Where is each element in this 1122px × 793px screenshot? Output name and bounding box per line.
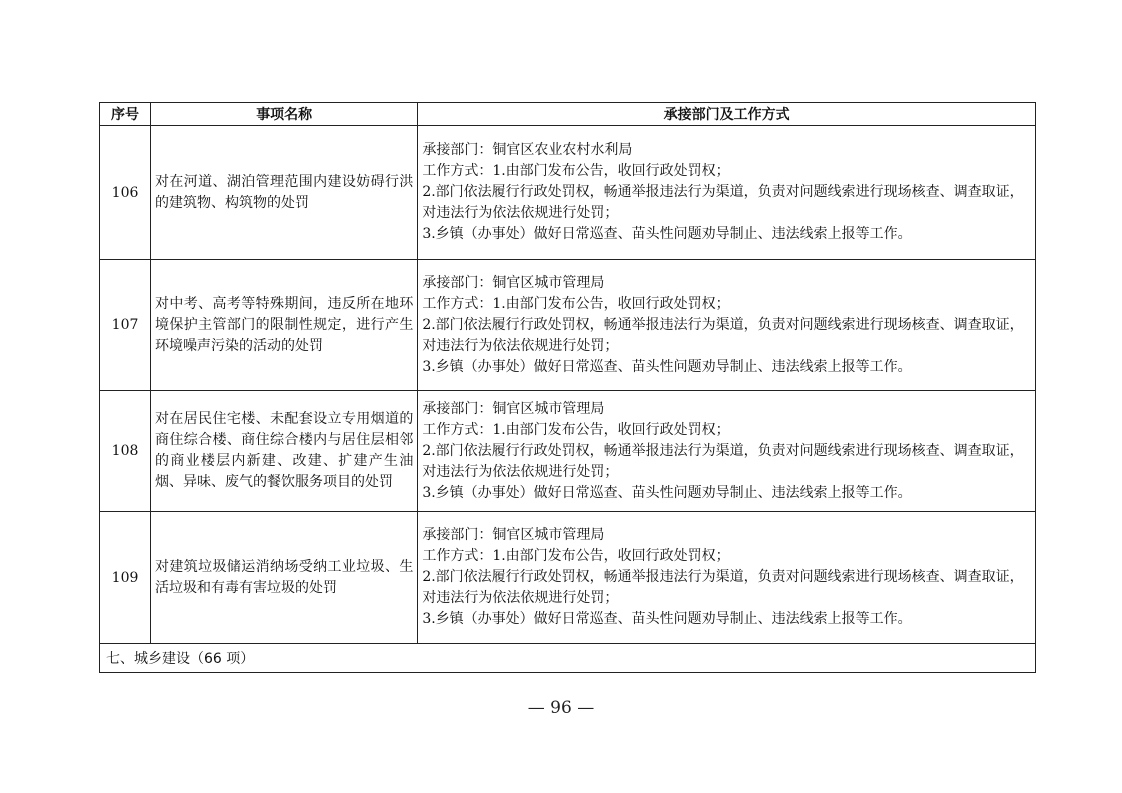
method-line: 3.乡镇（办事处）做好日常巡查、苗头性问题劝导制止、违法线索上报等工作。 — [422, 484, 912, 501]
row-item-name: 对在河道、湖泊管理范围内建设妨碍行洪的建筑物、构筑物的处罚 — [151, 126, 418, 260]
department-line: 承接部门：铜官区城市管理局 — [422, 400, 605, 417]
items-table — [99, 102, 1036, 673]
method-line: 2.部门依法履行行政处罚权，畅通举报违法行为渠道，负责对问题线索进行现场核查、调查取证，对违法行为依法依规进行处罚； — [422, 442, 1024, 480]
row-serial-number: 108 — [100, 391, 151, 512]
method-line: 2.部门依法履行行政处罚权，畅通举报违法行为渠道，负责对问题线索进行现场核查、调查取证，对违法行为依法依规进行处罚； — [422, 316, 1024, 354]
table-row — [100, 391, 1036, 512]
method-line: 工作方式：1.由部门发布公告，收回行政处罚权； — [422, 295, 730, 312]
header-department-method: 承接部门及工作方式 — [418, 103, 1036, 126]
table-header-row — [100, 103, 1036, 126]
row-department-method — [418, 512, 1036, 644]
header-serial-number: 序号 — [100, 103, 151, 126]
method-line: 3.乡镇（办事处）做好日常巡查、苗头性问题劝导制止、违法线索上报等工作。 — [422, 611, 912, 627]
department-line: 承接部门：铜官区城市管理局 — [422, 274, 605, 291]
section-footer-row — [100, 644, 1036, 673]
row-department-method — [418, 391, 1036, 512]
row-department-method — [418, 126, 1036, 260]
row-item-name: 对建筑垃圾储运消纳场受纳工业垃圾、生活垃圾和有毒有害垃圾的处罚 — [151, 512, 418, 644]
method-line: 工作方式：1.由部门发布公告，收回行政处罚权； — [422, 548, 730, 564]
department-line: 承接部门：铜官区城市管理局 — [422, 527, 605, 543]
method-line: 3.乡镇（办事处）做好日常巡查、苗头性问题劝导制止、违法线索上报等工作。 — [422, 226, 912, 242]
table-row — [100, 126, 1036, 260]
section-heading: 七、城乡建设（66 项） — [100, 644, 1036, 673]
page-number: — 96 — — [527, 698, 595, 718]
method-line: 2.部门依法履行行政处罚权，畅通举报违法行为渠道，负责对问题线索进行现场核查、调查取证，对违法行为依法依规进行处罚； — [422, 184, 1024, 221]
method-line: 3.乡镇（办事处）做好日常巡查、苗头性问题劝导制止、违法线索上报等工作。 — [422, 358, 912, 375]
row-serial-number: 109 — [100, 512, 151, 644]
method-line: 工作方式：1.由部门发布公告，收回行政处罚权； — [422, 163, 730, 179]
row-serial-number: 107 — [100, 260, 151, 391]
row-item-name: 对中考、高考等特殊期间，违反所在地环境保护主管部门的限制性规定，进行产生环境噪声污染的活动的处罚 — [151, 260, 418, 391]
method-line: 2.部门依法履行行政处罚权，畅通举报违法行为渠道，负责对问题线索进行现场核查、调查取证，对违法行为依法依规进行处罚； — [422, 569, 1024, 606]
row-serial-number: 106 — [100, 126, 151, 260]
department-line: 承接部门：铜官区农业农村水利局 — [422, 142, 633, 158]
header-item-name: 事项名称 — [151, 103, 418, 126]
method-line: 工作方式：1.由部门发布公告，收回行政处罚权； — [422, 421, 730, 438]
table-row — [100, 260, 1036, 391]
row-item-name: 对在居民住宅楼、未配套设立专用烟道的商住综合楼、商住综合楼内与居住层相邻的商业楼层内新建、改建、扩建产生油烟、异味、废气的餐饮服务项目的处罚 — [151, 391, 418, 512]
table-row — [100, 512, 1036, 644]
row-department-method — [418, 260, 1036, 391]
